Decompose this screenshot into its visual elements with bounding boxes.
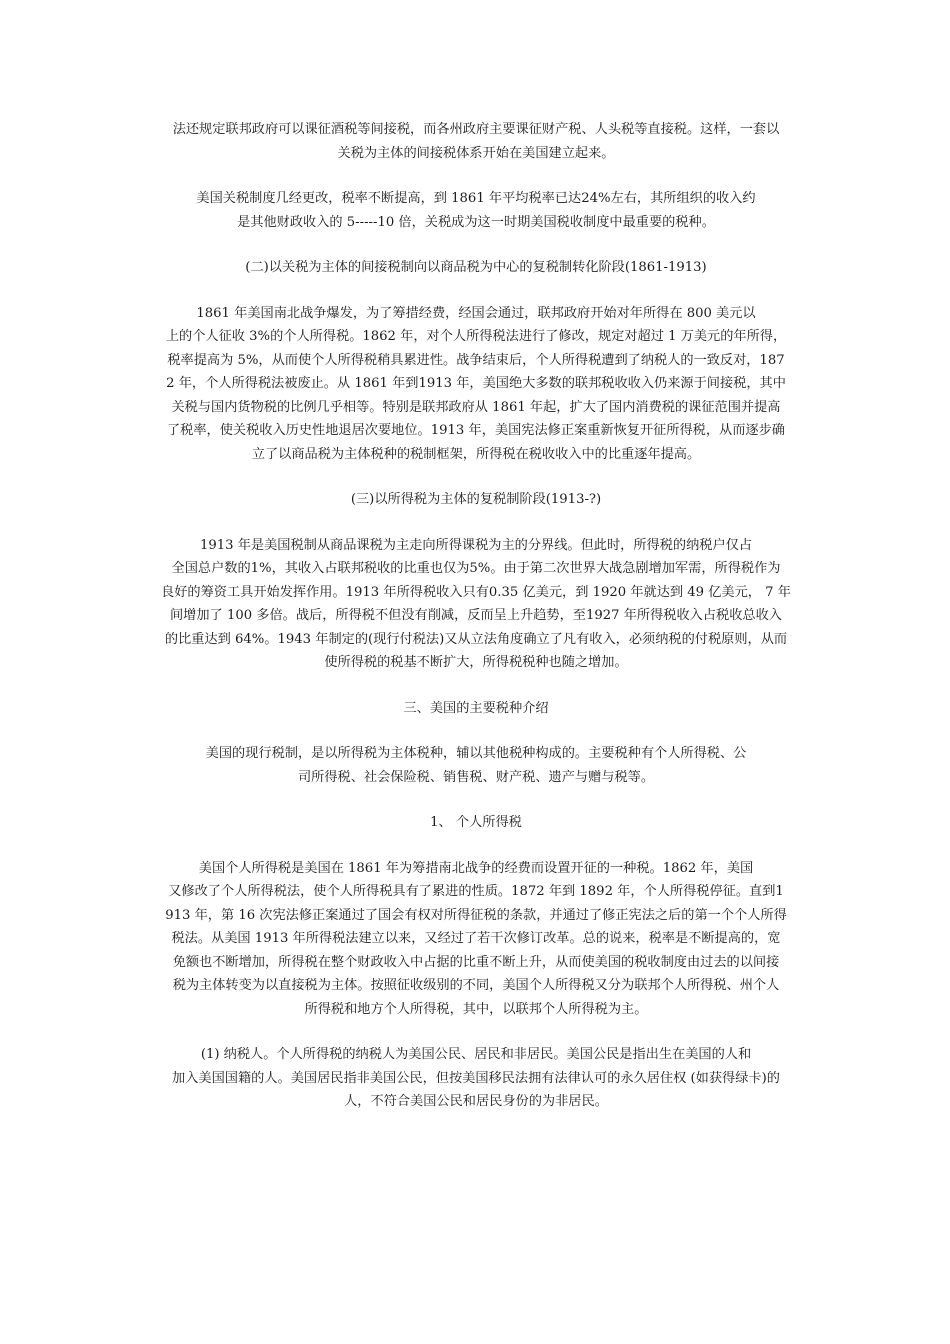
text-line: 关税与国内货物税的比例几乎相等。特别是联邦政府从 1861 年起，扩大了国内消费税的课征范围并提高 [171,399,781,415]
heading-text: 1、 个人所得税 [430,815,522,830]
text-line: 1913 年是美国税制从商品课税为主走向所得课税为主的分界线。但此时，所得税的纳税户仅占 [199,537,753,553]
heading-text: (二)以关税为主体的间接税制向以商品税为中心的复税制转化阶段(1861-1913) [245,260,707,275]
paragraph-civil-war-tax [140,302,812,467]
text-line: 免额也不断增加，所得税在整个财政收入中占据的比重不断上升，从而使美国的税收制度由过去的以间接 [172,954,780,970]
text-line: 税法。从美国 1913 年所得税法建立以来，又经过了若干次修订改革。总的说来，税率是不断提高的，宽 [171,931,781,946]
text-line: 法还规定联邦政府可以课征酒税等间接税，而各州政府主要课征财产税、人头税等直接税。这样，一套以 [172,122,780,137]
text-line: (1) 纳税人。个人所得税的纳税人为美国公民、居民和非居民。美国公民是指出生在美国的人和 [200,1047,752,1062]
text-line: 1861 年美国南北战争爆发，为了筹措经费，经国会通过，联邦政府开始对年所得在 800 美元以 [196,305,756,321]
paragraph-current-tax-system [140,742,812,789]
text-line: 良好的筹资工具开始发挥作用。1913 年所得税收入只有0.35 亿美元，到 1920 年就达到 49 亿美元， 7 年 [161,584,791,600]
paragraph-personal-income-tax [140,857,812,1022]
text-line: 2 年，个人所得税法被废止。从 1861 年到1913 年，美国绝大多数的联邦税收收入仍来源于间接税，其中 [166,376,786,391]
text-line: 间增加了 100 多倍。战后，所得税不但没有削减，反而呈上升趋势，至1927 年所得税收入占税收总收入 [170,608,782,623]
text-line: 又修改了个人所得税法，使个人所得税具有了累进的性质。1872 年到 1892 年，个人所得税停征。直到1 [168,884,784,899]
text-line: 使所得税的税基不断扩大，所得税税种也随之增加。 [324,655,628,670]
text-line: 税为主体转变为以直接税为主体。按照征收级别的不同，美国个人所得税又分为联邦个人所得税、州个人 [172,978,780,993]
text-line: 所得税和地方个人所得税，其中，以联邦个人所得税为主。 [304,1001,648,1017]
text-line: 上的个人征收 3%的个人所得税。1862 年，对个人所得税法进行了修改，规定对超过 1 万美元的年所得， [165,329,787,344]
text-line: 人，不符合美国公民和居民身份的为非居民。 [344,1094,608,1109]
text-line: 税率提高为 5%，从而使个人所得税稍具累进性。战争结束后，个人所得税遭到了纳税人的一致反对，187 [167,352,785,368]
paragraph-income-tax-era [140,534,812,675]
paragraph-tariff-system [140,118,812,165]
paragraph-taxpayers [140,1043,812,1114]
text-line: 司所得税、社会保险税、销售税、财产税、遗产与赠与税等。 [297,769,655,785]
text-line: 913 年，第 16 次宪法修正案通过了国会有权对所得征税的条款，并通过了修正宪法之后的第一个个人所得 [165,907,787,923]
text-line: 全国总户数的1%，其收入占联邦税收的比重也仅为5%。由于第二次世界大战急剧增加军需，所得税作为 [171,561,781,576]
heading-text: (三)以所得税为主体的复税制阶段(1913-?) [350,492,602,507]
text-line: 美国关税制度几经更改，税率不断提高，到 1861 年平均税率已达24%左右，其所组织的收入约 [196,191,756,206]
text-line: 立了以商品税为主体税种的税制框架，所得税在税收收入中的比重逐年提高。 [251,446,701,462]
section-heading-3 [140,488,812,512]
section-heading-2 [140,256,812,280]
text-line: 的比重达到 64%。1943 年制定的(现行付税法)又从立法角度确立了凡有收入，必须纳税的付税原则，从而 [164,631,788,647]
chapter-heading-3 [140,697,812,721]
subsection-heading-1 [140,811,812,835]
paragraph-tariff-rates [140,187,812,234]
text-line: 美国的现行税制，是以所得税为主体税种，辅以其他税种构成的。主要税种有个人所得税、公 [205,746,747,761]
text-line: 美国个人所得税是美国在 1861 年为筹措南北战争的经费而设置开征的一种税。1862 年，美国 [198,860,754,876]
text-line: 关税为主体的间接税体系开始在美国建立起来。 [337,145,615,161]
text-line: 加入美国国籍的人。美国居民指非美国公民，但按美国移民法拥有法律认可的永久居住权 (如获得绿卡)的 [172,1070,780,1086]
document-page [140,118,812,1114]
heading-text: 三、美国的主要税种介绍 [403,700,549,716]
text-line: 是其他财政收入的 5-----10 倍，关税成为这一时期美国税收制度中最重要的税种。 [237,214,715,230]
text-line: 了税率，使关税收入历史性地退居次要地位。1913 年，美国宪法修正案重新恢复开征所得税，从而逐步确 [167,423,785,438]
